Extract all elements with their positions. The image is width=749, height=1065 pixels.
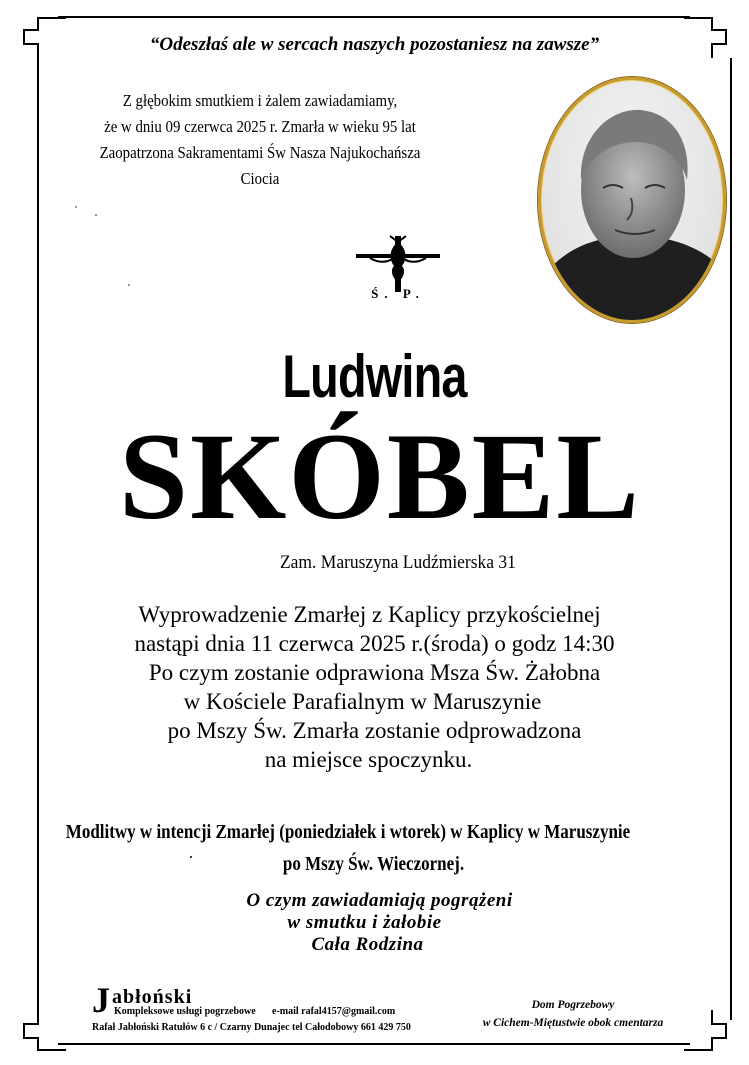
family-signature	[0, 890, 749, 956]
company-email[interactable]: e-mail rafal4157@gmail.com	[272, 1006, 396, 1017]
prayer-info	[8, 816, 688, 880]
ceremony-line-2: nastąpi dnia 11 czerwca 2025 r.(środa) o godz 14:30	[134, 631, 615, 656]
crucifix-icon	[350, 234, 446, 294]
speck	[95, 214, 97, 216]
speck	[75, 206, 77, 208]
family-line-3: Cała Rodzina	[311, 934, 424, 955]
ceremony-line-3: Po czym zostanie odprawiona Msza Św. Żałobna	[148, 660, 601, 685]
brand-name: abłoński	[112, 986, 193, 1008]
family-line-2: w smutku i żałobie	[287, 912, 442, 933]
funeral-company-logo	[92, 980, 462, 1036]
funeral-home-location: w Cichem-Miętustwie obok cmentarza	[482, 1017, 664, 1029]
ceremony-line-5: po Mszy Św. Zmarła zostanie odprowadzona	[167, 718, 582, 743]
funeral-ceremony-info	[0, 600, 749, 774]
company-address-phone: Rafał Jabłoński Ratułów 6 c / Czarny Dunajec tel Całodobowy 661 429 750	[92, 1022, 411, 1033]
residence-address: Zam. Maruszyna Ludźmierska 31	[280, 552, 516, 573]
portrait-photo	[538, 77, 726, 323]
funeral-home-info	[468, 996, 678, 1032]
portrait-silhouette-icon	[541, 80, 723, 320]
company-tagline: Kompleksowe usługi pogrzebowe	[114, 1006, 256, 1017]
prayer-line-1: Modlitwy w intencji Zmarłej (poniedziałek i wtorek) w Kaplicy w Maruszynie	[65, 821, 631, 843]
motto-quote: “Odeszłaś ale w sercach naszych pozostaniesz na zawsze”	[149, 34, 600, 55]
cross-emblem	[350, 234, 446, 304]
prayer-line-2: po Mszy Św. Wieczornej.	[282, 853, 465, 875]
corner-ornament-bottom-left	[20, 1010, 66, 1060]
ceremony-line-1: Wyprowadzenie Zmarłej z Kaplicy przykościelnej	[138, 602, 601, 627]
intro-line-4: Ciocia	[240, 169, 280, 188]
intro-announcement	[80, 88, 440, 192]
corner-ornament-bottom-right	[684, 1010, 730, 1060]
last-name: SKÓBEL	[119, 408, 641, 545]
brand-initial: J	[92, 980, 110, 1020]
funeral-home-title: Dom Pogrzebowy	[531, 999, 615, 1011]
speck	[128, 284, 130, 286]
ceremony-line-6: na miejsce spoczynku.	[264, 747, 473, 772]
intro-line-1: Z głębokim smutkiem i żalem zawiadamiamy,	[122, 91, 398, 110]
cross-label: Ś. P.	[371, 286, 425, 301]
frame-bottom-line	[58, 1043, 690, 1045]
intro-line-3: Zaopatrzona Sakramentami Św Nasza Najukochańsza	[99, 143, 421, 162]
ceremony-line-4: w Kościele Parafialnym w Maruszynie	[183, 689, 542, 714]
family-line-1: O czym zawiadamiają pogrążeni	[246, 890, 513, 911]
first-name: Ludwina	[282, 343, 467, 410]
frame-top-line	[58, 16, 690, 18]
intro-line-2: że w dniu 09 czerwca 2025 r. Zmarła w wieku 95 lat	[104, 117, 416, 136]
